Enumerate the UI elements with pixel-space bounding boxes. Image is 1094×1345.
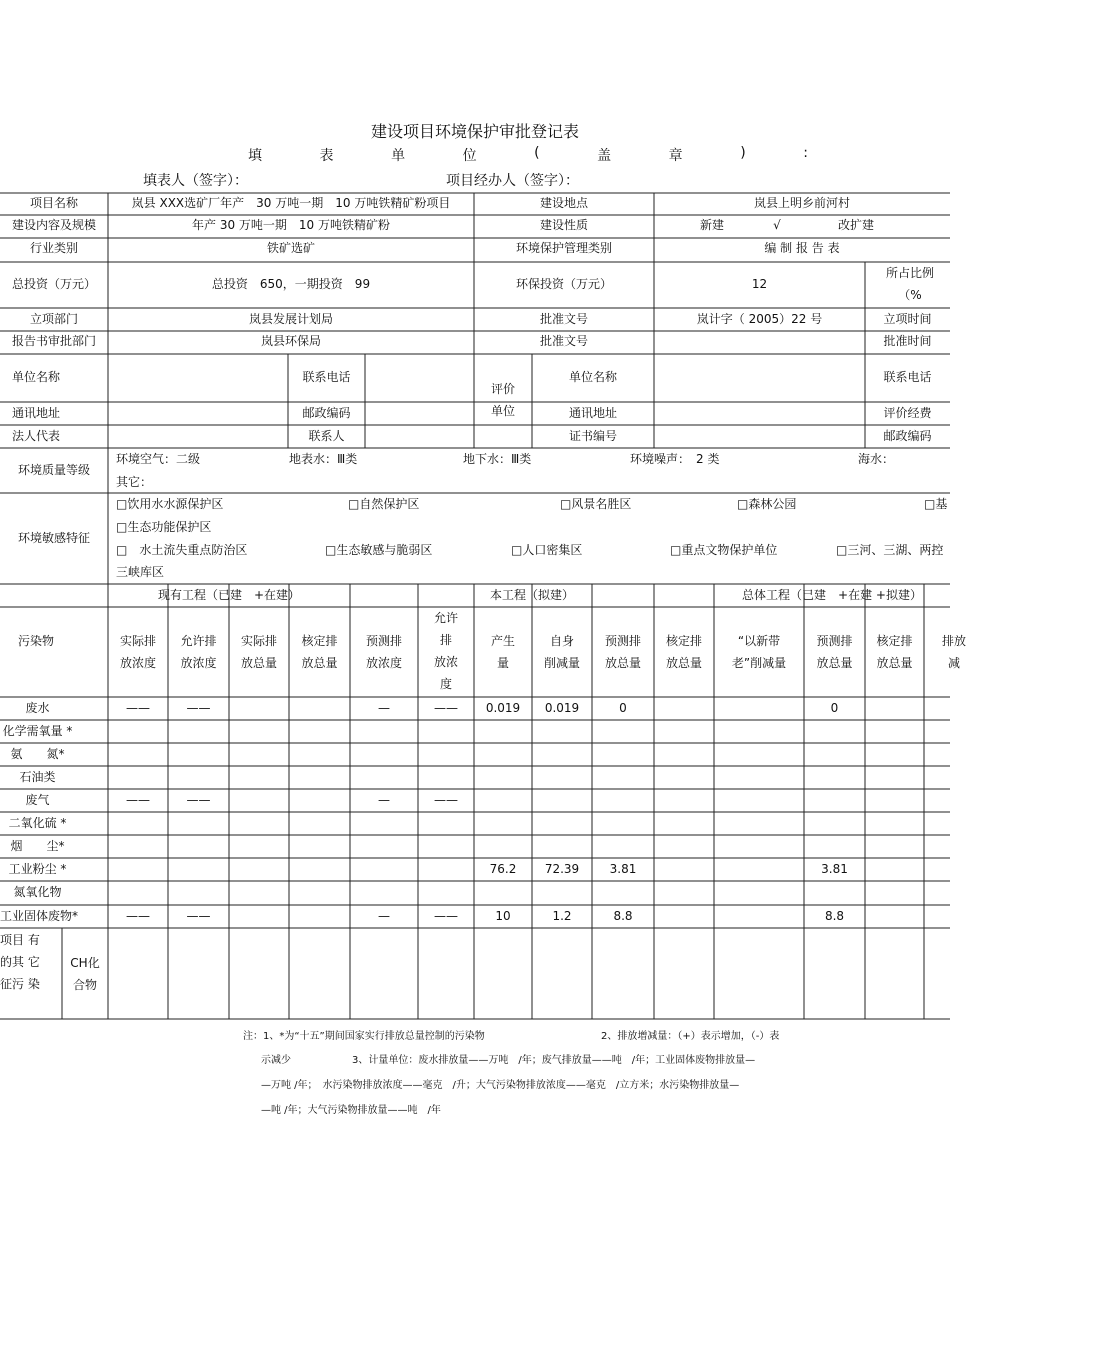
column-header-text: 放总量 [240, 656, 277, 670]
column-header-text: 允许排 [180, 634, 217, 648]
column-header-text: 排 [439, 633, 452, 647]
pollutant-cell: 0 [830, 701, 839, 715]
column-header-text: 自身 [549, 634, 574, 648]
ratio-label-line1: 所占比例 [885, 266, 934, 280]
pollutant-cell: 76.2 [489, 862, 517, 876]
env-invest-value: 12 [751, 277, 768, 291]
column-header-text: 老”削减量 [731, 656, 787, 670]
fill-unit-char: : [803, 145, 808, 161]
column-header-text: 允许 [433, 611, 458, 625]
pollutant-cell: —— [434, 909, 458, 923]
pollutant-name: 石油类 [19, 770, 56, 784]
pollutant-cell: —— [126, 793, 150, 807]
fill-person-label: 填表人（签字）： [143, 173, 248, 189]
column-header-text: 量 [496, 656, 509, 670]
pollutant-header: 污染物 [17, 634, 54, 648]
form-title: 建设项目环境保护审批登记表 [370, 122, 579, 141]
fill-unit-char: 章 [668, 148, 683, 164]
column-header-text: 放浓 [433, 655, 458, 669]
fill-unit-char: ) [740, 145, 746, 161]
pollutant-cell: — [378, 793, 390, 807]
column-header-text: 核定排 [876, 634, 913, 648]
sensitive-checkbox-item: □重点文物保护单位 [670, 543, 778, 557]
pollutant-cell: —— [126, 909, 150, 923]
note-line-3: —万吨 /年； 水污染物排放浓度——毫克 /升；大气污染物排放浓度——毫克 /立方米；水污染物排放量— [261, 1080, 740, 1091]
mgmt-category-label: 环境保护管理类别 [515, 241, 612, 255]
total-invest-label: 总投资（万元） [11, 277, 96, 291]
column-header-text: 预测排 [816, 634, 853, 648]
industry-value: 铁矿选矿 [266, 241, 315, 255]
pollutant-cell: 10 [495, 909, 511, 923]
note-line-1b: 2、排放增减量：（+）表示增加，（-）表 [601, 1031, 780, 1042]
nature-label: 建设性质 [539, 218, 588, 232]
ch-compound-label: 合物 [72, 978, 97, 992]
other-pollutant-label: 项目 有 [0, 933, 40, 947]
pollutant-cell: 72.39 [544, 862, 580, 876]
other-pollutant-label: 征污 染 [0, 977, 40, 991]
sensitive-checkbox-item: □三河、三湖、两控 [836, 543, 944, 557]
unit-addr-label: 通讯地址 [11, 406, 60, 420]
unit-name-label: 单位名称 [11, 370, 60, 384]
pollutant-cell: 8.8 [824, 909, 845, 923]
location-label: 建设地点 [539, 196, 588, 210]
pollutant-name: 化学需氧量 * [2, 724, 73, 738]
column-header-text: 削减量 [543, 656, 580, 670]
fill-unit-char: 表 [319, 148, 334, 164]
pollutant-name: 氮氧化物 [13, 885, 62, 899]
fill-unit-char: 填 [248, 148, 262, 164]
pollutant-cell: —— [434, 701, 458, 715]
column-header-text: 放总量 [665, 656, 702, 670]
column-header-text: 实际排 [119, 634, 156, 648]
pollutant-cell: —— [186, 793, 211, 807]
sensitive-checkbox-item: □生态敏感与脆弱区 [325, 543, 433, 557]
pollutant-name: 二氧化硫 * [8, 816, 67, 830]
column-header-text: 核定排 [301, 634, 338, 648]
eval-fee-label: 评价经费 [883, 406, 932, 420]
fill-unit-char: 盖 [597, 148, 612, 164]
group-total-header: 总体工程（已建 +在建 +拟建） [742, 588, 922, 602]
approval-time-label: 立项时间 [883, 312, 932, 326]
project-name-value: 岚县 XXX选矿厂年产 30 万吨一期 10 万吨铁精矿粉项目 [131, 196, 451, 210]
nature-check-mark: √ [773, 218, 781, 232]
report-no-label: 批准文号 [539, 334, 588, 348]
sensitive-checkbox-item: □ 水土流失重点防治区 [116, 543, 248, 557]
column-header-text: 度 [439, 677, 452, 691]
quality-surface-water: 地表水：Ⅲ类 [289, 452, 358, 466]
quality-air: 环境空气：二级 [116, 452, 201, 466]
pollutant-cell: — [378, 909, 390, 923]
fill-unit-char: 单 [391, 148, 406, 164]
group-existing-header: 现有工程（已建 +在建） [157, 588, 301, 602]
pollutant-cell: 8.8 [613, 909, 633, 923]
eval-addr-label: 通讯地址 [568, 406, 617, 420]
column-header-text: 产生 [490, 634, 515, 648]
report-dept-label: 报告书审批部门 [11, 334, 96, 348]
pollutant-name: 废气 [25, 793, 50, 807]
project-name-label: 项目名称 [29, 196, 78, 210]
contact-label: 联系人 [308, 429, 345, 443]
total-invest-value: 总投资 650，一期投资 99 [211, 277, 371, 291]
dept-label: 立项部门 [29, 312, 78, 326]
report-time-label: 批准时间 [883, 334, 932, 348]
column-header-text: 核定排 [665, 634, 702, 648]
approval-no-value: 岚计字（ 2005）22 号 [696, 312, 823, 326]
pollutant-name: 废水 [25, 701, 50, 715]
pollutant-cell: —— [186, 701, 211, 715]
note-line-1a: 注：1、*为“十五”期间国家实行排放总量控制的污染物 [243, 1031, 485, 1042]
location-value: 岚县上明乡前河村 [753, 196, 850, 210]
column-header-text: 放总量 [301, 656, 338, 670]
note-line-2b: 3、计量单位：废水排放量——万吨 /年；废气排放量——吨 /年；工业固体废物排放量— [352, 1055, 756, 1066]
dept-value: 岚县发展计划局 [248, 312, 333, 326]
column-header-text: 放浓度 [180, 656, 217, 670]
eval-unit-label-2: 单位 [490, 404, 515, 418]
column-header-text: “以新带 [737, 634, 781, 648]
pollutant-cell: —— [186, 909, 211, 923]
column-header-text: 放浓度 [119, 656, 156, 670]
pollutant-cell: — [378, 701, 390, 715]
cert-no-label: 证书编号 [568, 429, 617, 443]
pollutant-name: 工业固体废物* [0, 909, 79, 923]
column-header-text: 放总量 [876, 656, 913, 670]
fill-unit-char: 位 [462, 148, 477, 164]
column-header-text: 放总量 [604, 656, 641, 670]
pollutant-cell: 3.81 [609, 862, 637, 876]
pollutant-cell: —— [434, 793, 458, 807]
sensitive-checkbox-item: □自然保护区 [348, 497, 420, 511]
column-header-text: 放总量 [816, 656, 853, 670]
unit-phone-label: 联系电话 [302, 370, 351, 384]
pollutant-name: 烟 尘* [10, 839, 65, 853]
nature-expand: 改扩建 [837, 218, 874, 232]
column-header-text: 预测排 [604, 634, 641, 648]
other-pollutant-label: 的其 它 [0, 955, 40, 969]
industry-label: 行业类别 [29, 241, 78, 255]
sensitive-checkbox-item: □基 [924, 497, 948, 511]
pollutant-cell: 1.2 [552, 909, 572, 923]
eval-unit-label-1: 评价 [490, 382, 515, 396]
mgmt-category-value: 编 制 报 告 表 [764, 241, 840, 255]
column-header-text: 排放 [941, 634, 966, 648]
group-this-header: 本工程（拟建） [489, 588, 574, 602]
quality-other: 其它： [116, 475, 153, 489]
manager-label: 项目经办人（签字）： [446, 173, 579, 189]
nature-new: 新建 [699, 218, 724, 232]
ratio-label-line2: （% [898, 288, 922, 302]
report-dept-value: 岚县环保局 [260, 334, 321, 348]
column-header-text: 实际排 [240, 634, 277, 648]
unit-post-label: 邮政编码 [302, 406, 351, 420]
scale-value: 年产 30 万吨一期 10 万吨铁精矿粉 [192, 218, 390, 232]
pollutant-cell: 0 [619, 701, 627, 715]
pollutant-cell: —— [126, 701, 150, 715]
column-header-text: 预测排 [365, 634, 402, 648]
note-line-2a: 示减少 [261, 1055, 291, 1066]
sensitive-checkbox-item: □饮用水水源保护区 [116, 497, 224, 511]
fill-unit-char: ( [534, 145, 540, 161]
pollutant-cell: 0.019 [544, 701, 580, 715]
column-header-text: 放浓度 [365, 656, 402, 670]
eval-name-label: 单位名称 [568, 370, 617, 384]
legal-rep-label: 法人代表 [11, 429, 60, 443]
quality-label: 环境质量等级 [17, 463, 90, 477]
eval-post-label: 邮政编码 [883, 429, 932, 443]
pollutant-name: 氨 氮* [10, 747, 65, 761]
quality-ground-water: 地下水：Ⅲ类 [463, 452, 532, 466]
sensitive-checkbox-item: 三峡库区 [116, 565, 165, 579]
sensitive-label: 环境敏感特征 [17, 531, 90, 545]
eval-phone-label: 联系电话 [883, 370, 932, 384]
note-line-4: —吨 /年；大气污染物排放量——吨 /年 [261, 1105, 441, 1116]
sensitive-checkbox-item: □生态功能保护区 [116, 520, 212, 534]
env-invest-label: 环保投资（万元） [515, 277, 612, 291]
sensitive-checkbox-item: □森林公园 [737, 497, 797, 511]
scale-label: 建设内容及规模 [11, 218, 96, 232]
pollutant-cell: 3.81 [821, 862, 848, 876]
sensitive-checkbox-item: □风景名胜区 [560, 497, 632, 511]
column-header-text: 减 [947, 656, 960, 670]
pollutant-name: 工业粉尘 * [8, 862, 67, 876]
ch-compound-label: CH化 [70, 956, 100, 970]
approval-no-label: 批准文号 [539, 312, 588, 326]
pollutant-cell: 0.019 [485, 701, 521, 715]
quality-sea: 海水： [858, 452, 895, 466]
quality-noise: 环境噪声： 2 类 [630, 452, 720, 466]
sensitive-checkbox-item: □人口密集区 [511, 543, 583, 557]
